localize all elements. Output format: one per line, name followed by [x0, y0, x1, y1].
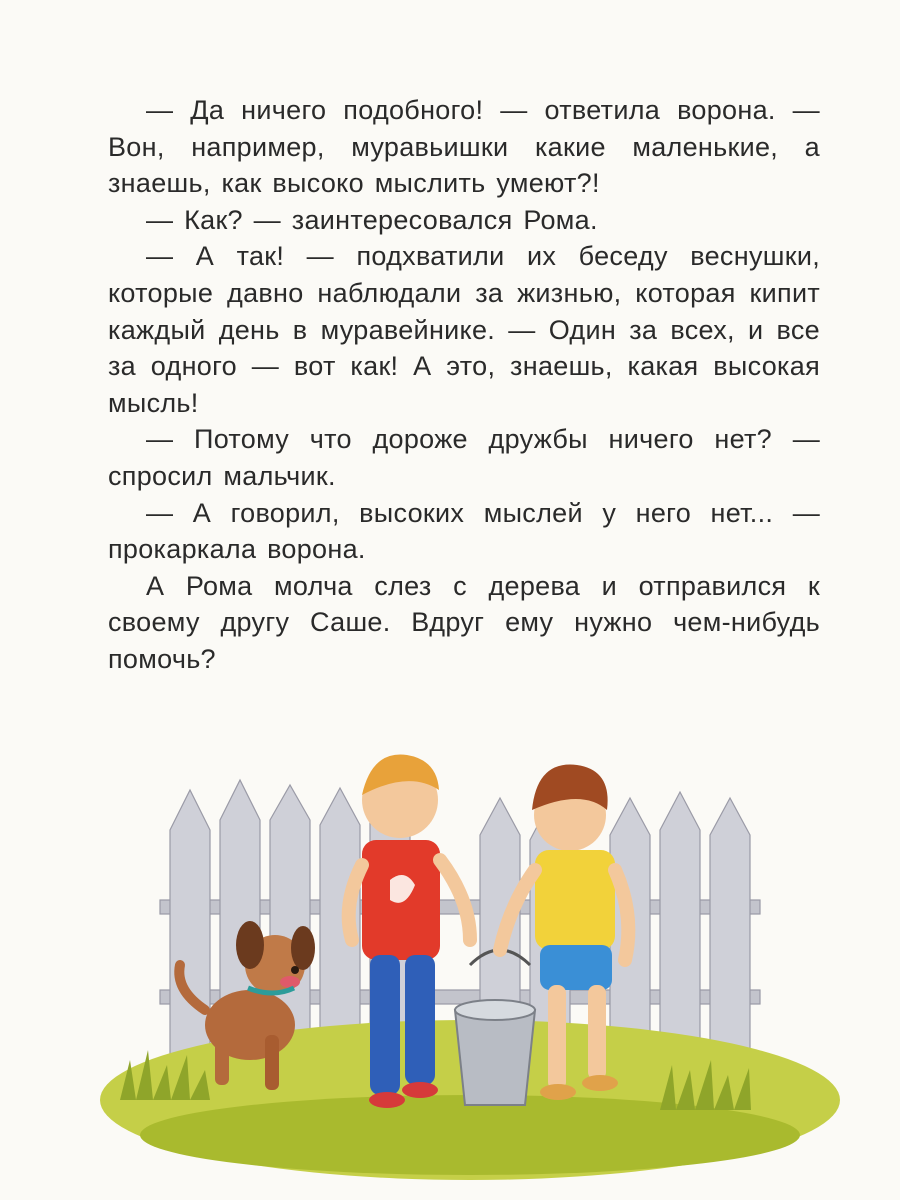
- story-text: [108, 92, 820, 678]
- paragraph: А Рома молча слез с дерева и отправился к своему другу Саше. Вдруг ему нужно чем-нибудь помочь?: [108, 570, 820, 674]
- paragraph: — А говорил, высоких мыслей у него нет... — прокаркала ворона.: [108, 497, 820, 565]
- paragraph: — А так! — подхватили их беседу веснушки, которые давно наблюдали за жизнью, которая кипит каждый день в муравейнике. — Один за всех, и все за одного — вот как! А это, знаешь, какая высокая мысль!: [108, 241, 820, 418]
- paragraph: — Потому что дороже дружбы ничего нет? — спросил мальчик.: [108, 424, 820, 491]
- illustration-boys-with-bucket: [100, 740, 840, 1180]
- paragraph: — Как? — заинтересовался Рома.: [146, 204, 598, 235]
- paragraph: — Да ничего подобного! — ответила ворона. — Вон, например, муравьишки какие маленькие, а знаешь, как высоко мыслить умеют?!: [108, 95, 820, 199]
